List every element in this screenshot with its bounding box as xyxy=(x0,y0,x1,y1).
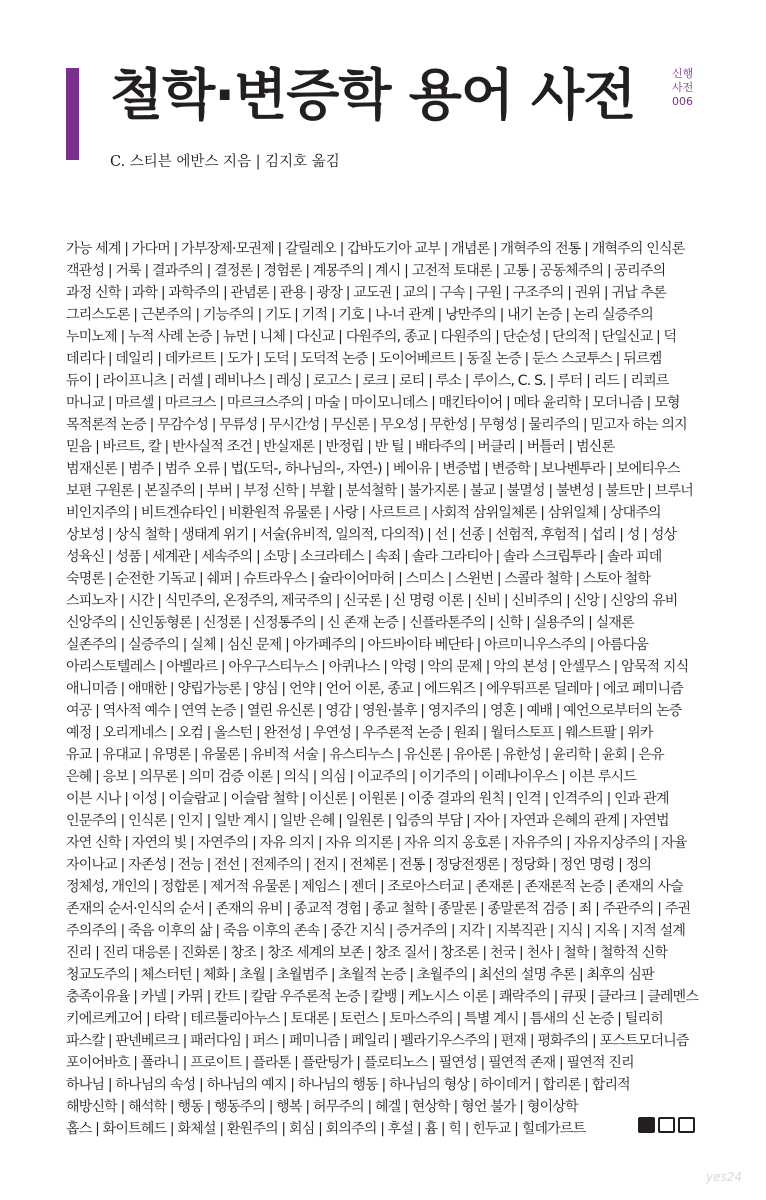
term-line: 진리 | 진리 대응론 | 진화론 | 창조 | 창조 세계의 보존 | 창조 질서 | 창조론 | 천국 | 천사 | 철학 | 철학적 신학 xyxy=(66,945,668,961)
term-line: 목적론적 논증 | 무감수성 | 무류성 | 무시간성 | 무신론 | 무오성 | 무한성 | 무형성 | 물리주의 | 믿고자 하는 의지 xyxy=(66,417,687,433)
term-line: 믿음 | 바르트, 칼 | 반사실적 조건 | 반실재론 | 반정립 | 반 틸 | 배타주의 | 버클리 | 버틀러 | 범신론 xyxy=(66,439,615,455)
term-line: 여공 | 역사적 예수 | 연역 논증 | 열린 유신론 | 영감 | 영원·불후 | 영지주의 | 영혼 | 예배 | 예언으로부터의 논증 xyxy=(66,703,682,719)
term-line: 그리스도론 | 근본주의 | 기능주의 | 기도 | 기적 | 기호 | 나-너 관계 | 낭만주의 | 내기 논증 | 논리 실증주의 xyxy=(66,307,653,323)
term-line: 하나님 | 하나님의 속성 | 하나님의 예지 | 하나님의 행동 | 하나님의 형상 | 하이데거 | 합리론 | 합리적 xyxy=(66,1077,630,1093)
term-line: 해방신학 | 해석학 | 행동 | 행동주의 | 행복 | 허무주의 | 헤겔 | 현상학 | 형언 불가 | 형이상학 xyxy=(66,1099,578,1115)
term-line: 보편 구원론 | 본질주의 | 부버 | 부정 신학 | 부활 | 분석철학 | 불가지론 | 불교 | 불멸성 | 불변성 | 불트만 | 브루너 xyxy=(66,483,693,499)
term-line: 청교도주의 | 체스터턴 | 체화 | 초월 | 초월범주 | 초월적 논증 | 초월주의 | 최선의 설명 추론 | 최후의 심판 xyxy=(66,967,654,983)
term-line: 성육신 | 성품 | 세계관 | 세속주의 | 소망 | 소크라테스 | 속죄 | 솔라 그라티아 | 솔라 스크립투라 | 솔라 피데 xyxy=(66,549,662,565)
term-line: 홉스 | 화이트헤드 | 화체설 | 환원주의 | 회심 | 회의주의 | 후설 | 흄 | 힉 | 힌두교 | 힐데가르트 xyxy=(66,1121,586,1137)
term-line: 과정 신학 | 과학 | 과학주의 | 관념론 | 관용 | 광장 | 교도권 | 교의 | 구속 | 구원 | 구조주의 | 권위 | 귀납 추론 xyxy=(66,285,666,301)
term-line: 마니교 | 마르셀 | 마르크스 | 마르크스주의 | 마술 | 마이모니데스 | 매킨타이어 | 메타 윤리학 | 모더니즘 | 모형 xyxy=(66,395,680,411)
series-square-empty xyxy=(678,1117,695,1133)
term-line: 애니미즘 | 애매한 | 양립가능론 | 양심 | 언약 | 언어 이론, 종교 | 에드워즈 | 에우튀프론 딜레마 | 에코 페미니즘 xyxy=(66,681,683,697)
book-title: 철학·변증학 용어 사전 xyxy=(110,63,636,127)
term-list xyxy=(66,238,700,1140)
term-line: 아리스토텔레스 | 아벨라르 | 아우구스티누스 | 아퀴나스 | 악령 | 악의 문제 | 악의 본성 | 안셀무스 | 암묵적 지식 xyxy=(66,659,689,675)
term-line: 상보성 | 상식 철학 | 생태계 위기 | 서술(유비적, 일의적, 다의적) | 선 | 선종 | 선험적, 후험적 | 섭리 | 성 | 성상 xyxy=(66,527,677,543)
watermark-text: yes24 xyxy=(706,1170,743,1184)
series-square-empty xyxy=(658,1117,675,1133)
series-mark xyxy=(638,1117,702,1133)
term-line: 자연 신학 | 자연의 빛 | 자연주의 | 자유 의지 | 자유 의지론 | 자유 의지 옹호론 | 자유주의 | 자유지상주의 | 자율 xyxy=(66,835,687,851)
term-line: 데리다 | 데일리 | 데카르트 | 도가 | 도덕 | 도덕적 논증 | 도이어베르트 | 동질 논증 | 둔스 스코투스 | 뒤르켐 xyxy=(66,351,662,367)
term-line: 신앙주의 | 신인동형론 | 신정론 | 신정통주의 | 신 존재 논증 | 신플라톤주의 | 신학 | 실용주의 | 실재론 xyxy=(66,615,634,631)
accent-bar xyxy=(66,68,79,160)
term-line: 가능 세계 | 가다머 | 가부장제·모권제 | 갈릴레오 | 갑바도기아 교부 | 개념론 | 개혁주의 전통 | 개혁주의 인식론 xyxy=(66,241,685,257)
term-line: 주의주의 | 죽음 이후의 삶 | 죽음 이후의 존속 | 중간 지식 | 증거주의 | 지각 | 지복직관 | 지식 | 지옥 | 지적 설계 xyxy=(66,923,686,939)
term-line: 이븐 시나 | 이성 | 이슬람교 | 이슬람 철학 | 이신론 | 이원론 | 이중 결과의 원칙 | 인격 | 인격주의 | 인과 관계 xyxy=(66,791,669,807)
term-line: 파스칼 | 판넨베르크 | 패러다임 | 퍼스 | 페미니즘 | 페일리 | 펠라기우스주의 | 편재 | 평화주의 | 포스트모더니즘 xyxy=(66,1033,689,1049)
term-line: 충족이유율 | 카넬 | 카뮈 | 칸트 | 칼람 우주론적 논증 | 칼뱅 | 케노시스 이론 | 쾌락주의 | 큐핏 | 클라크 | 클레멘스 xyxy=(66,989,699,1005)
series-square-filled xyxy=(638,1117,655,1133)
term-line: 정체성, 개인의 | 정합론 | 제거적 유물론 | 제임스 | 젠더 | 조로아스터교 | 존재론 | 존재론적 논증 | 존재의 사슬 xyxy=(66,879,683,895)
term-line: 인문주의 | 인식론 | 인지 | 일반 계시 | 일반 은혜 | 일원론 | 입증의 부담 | 자아 | 자연과 은혜의 관계 | 자연법 xyxy=(66,813,669,829)
term-line: 존재의 순서·인식의 순서 | 존재의 유비 | 종교적 경험 | 종교 철학 | 종말론 | 종말론적 검증 | 죄 | 주관주의 | 주권 xyxy=(66,901,691,917)
author-translator-line: C. 스티븐 에반스 지음 | 김지호 옮김 xyxy=(110,154,340,170)
term-line: 범재신론 | 범주 | 범주 오류 | 법(도덕-, 하나님의-, 자연-) | 베이유 | 변증법 | 변증학 | 보나벤투라 | 보에티우스 xyxy=(66,461,680,477)
term-line: 예정 | 오리게네스 | 오컴 | 올스턴 | 완전성 | 우연성 | 우주론적 논증 | 원죄 | 월터스토프 | 웨스트팔 | 위카 xyxy=(66,725,653,741)
term-line: 숙명론 | 순전한 기독교 | 쉐퍼 | 슈트라우스 | 슐라이어마허 | 스미스 | 스윈번 | 스콜라 철학 | 스토아 철학 xyxy=(66,571,651,587)
term-line: 비인지주의 | 비트겐슈타인 | 비환원적 유물론 | 사랑 | 사르트르 | 사회적 삼위일체론 | 삼위일체 | 상대주의 xyxy=(66,505,661,521)
term-line: 듀이 | 라이프니츠 | 러셀 | 레비나스 | 레싱 | 로고스 | 로크 | 로티 | 루소 | 루이스, C. S. | 루터 | 리드 | 리쾨르 xyxy=(66,373,669,389)
series-label-line: 006 xyxy=(672,95,693,108)
term-line: 자이나교 | 자존성 | 전능 | 전선 | 전제주의 | 전지 | 전체론 | 전통 | 정당전쟁론 | 정당화 | 정언 명령 | 정의 xyxy=(66,857,652,873)
term-line: 은혜 | 응보 | 의무론 | 의미 검증 이론 | 의식 | 의심 | 이교주의 | 이기주의 | 이레나이우스 | 이븐 루시드 xyxy=(66,769,636,785)
series-label-line: 신행 xyxy=(672,67,694,80)
term-line: 실존주의 | 실증주의 | 실체 | 심신 문제 | 아가페주의 | 아드바이타 베단타 | 아르미니우스주의 | 아름다움 xyxy=(66,637,649,653)
series-label-line: 사전 xyxy=(672,81,694,94)
term-line: 누미노제 | 누적 사례 논증 | 뉴먼 | 니체 | 다신교 | 다원주의, 종교 | 다원주의 | 단순성 | 단의적 | 단일신교 | 덕 xyxy=(66,329,677,345)
series-label xyxy=(672,67,712,109)
term-line: 유교 | 유대교 | 유명론 | 유물론 | 유비적 서술 | 유스티누스 | 유신론 | 유아론 | 유한성 | 윤리학 | 윤회 | 은유 xyxy=(66,747,664,763)
term-line: 포이어바흐 | 폴라니 | 프로이트 | 플라톤 | 플란팅가 | 플로티노스 | 필연성 | 필연적 존재 | 필연적 진리 xyxy=(66,1055,634,1071)
term-line: 객관성 | 거룩 | 결과주의 | 결정론 | 경험론 | 계몽주의 | 계시 | 고전적 토대론 | 고통 | 공동체주의 | 공리주의 xyxy=(66,263,666,279)
term-line: 스피노자 | 시간 | 식민주의, 온정주의, 제국주의 | 신국론 | 신 명령 이론 | 신비 | 신비주의 | 신앙 | 신앙의 유비 xyxy=(66,593,678,609)
term-line: 키에르케고어 | 타락 | 테르툴리아누스 | 토대론 | 토런스 | 토마스주의 | 특별 계시 | 틈새의 신 논증 | 틸리히 xyxy=(66,1011,663,1027)
